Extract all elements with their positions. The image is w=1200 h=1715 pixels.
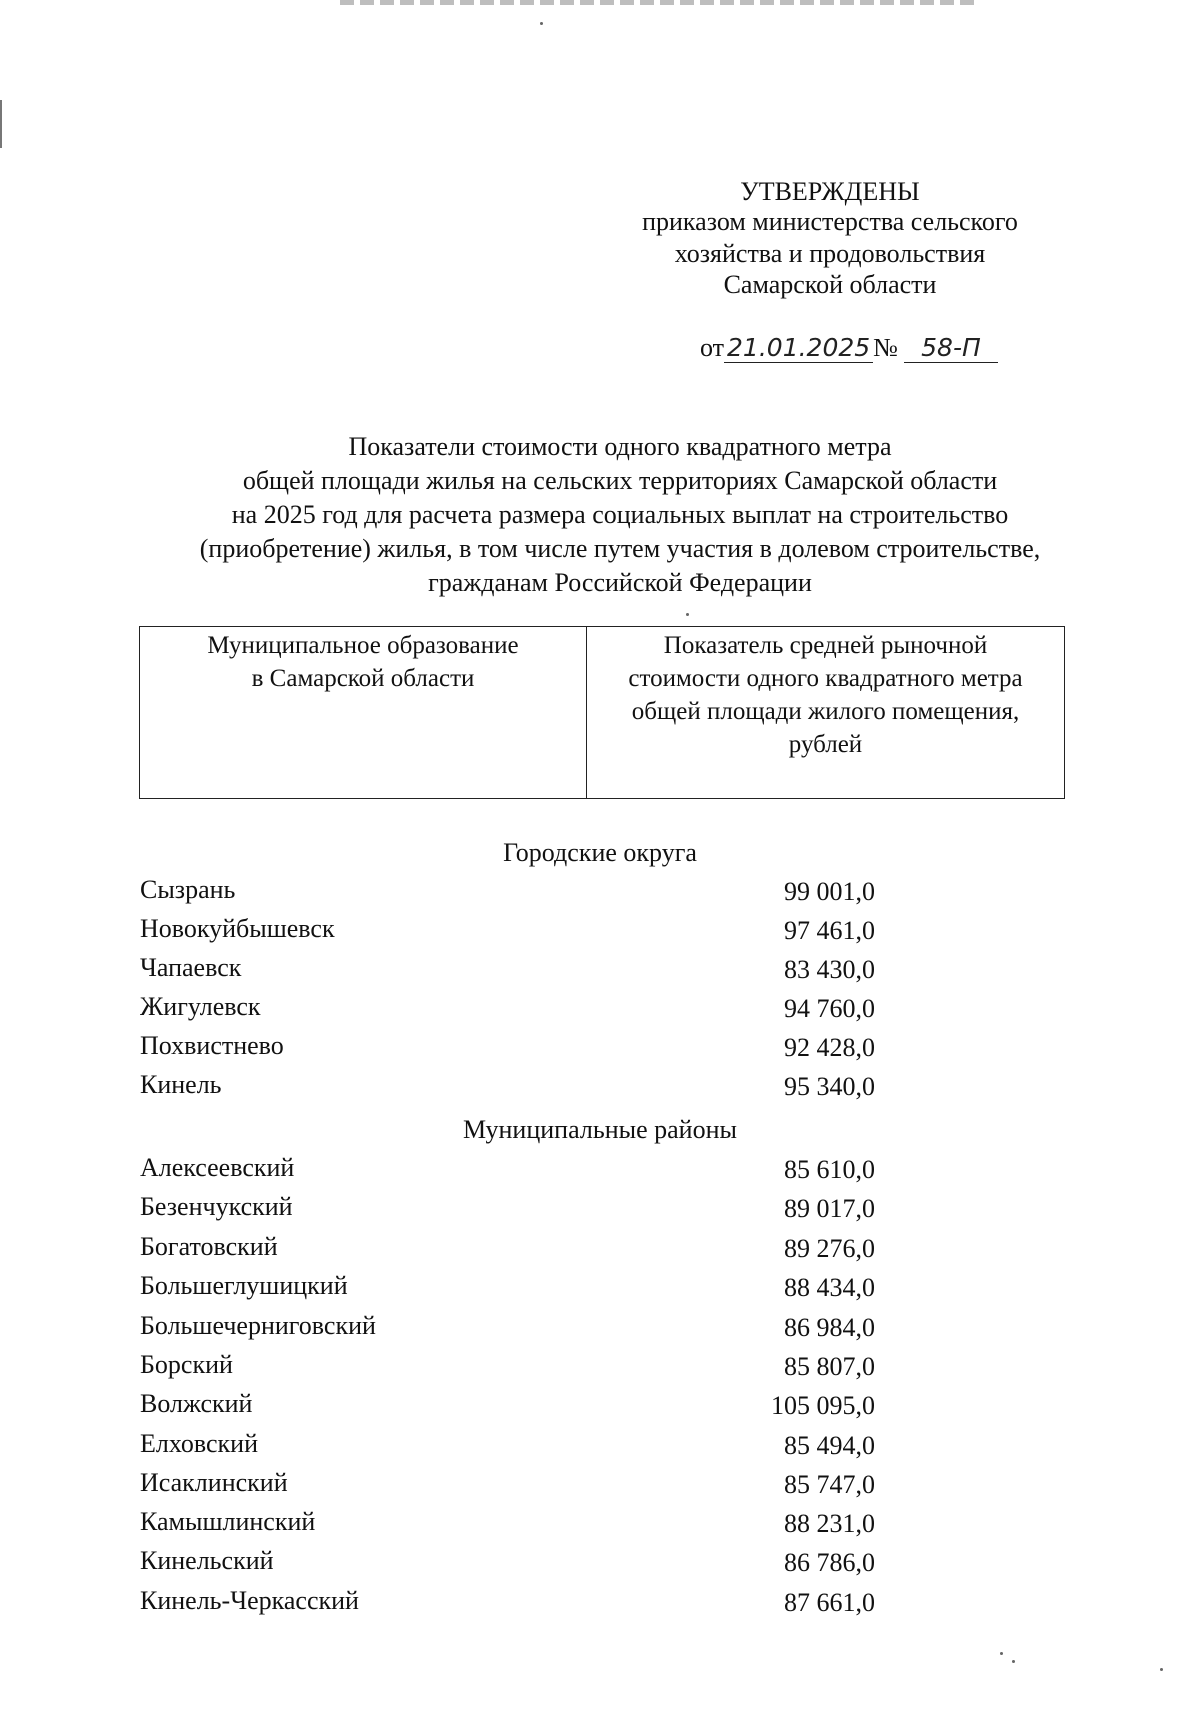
document-title-line-4: (приобретение) жилья, в том числе путем участия в долевом строительстве, — [199, 534, 1041, 563]
table-row — [140, 1232, 900, 1268]
table-row — [140, 1311, 900, 1347]
table-row — [140, 914, 900, 950]
row-name: Чапаевск — [140, 953, 242, 982]
row-value: 89 017,0 — [784, 1194, 875, 1223]
scan-artifact-left — [0, 100, 2, 148]
table-row — [140, 1031, 900, 1067]
order-date: 21.01.2025 — [724, 333, 873, 363]
row-value: 85 610,0 — [784, 1155, 875, 1184]
row-value: 94 760,0 — [784, 994, 875, 1023]
document-title-line-5: гражданам Российской Федерации — [428, 568, 812, 597]
row-name: Кинель-Черкасский — [140, 1586, 359, 1615]
row-value: 85 807,0 — [784, 1352, 875, 1381]
document-title-line-1: Показатели стоимости одного квадратного метра — [348, 432, 892, 461]
row-value: 86 984,0 — [784, 1313, 875, 1342]
table-row — [140, 1271, 900, 1307]
row-value: 85 747,0 — [784, 1470, 875, 1499]
row-value: 88 434,0 — [784, 1273, 875, 1302]
row-value: 86 786,0 — [784, 1548, 875, 1577]
table-row — [140, 953, 900, 989]
table-row — [140, 1429, 900, 1465]
row-name: Жигулевск — [140, 992, 261, 1021]
row-value: 87 661,0 — [784, 1588, 875, 1617]
document-title — [120, 430, 1120, 600]
row-name: Сызрань — [140, 875, 236, 904]
table-row — [140, 1389, 900, 1425]
row-value: 105 095,0 — [771, 1391, 875, 1420]
header-col1-line-1: Муниципальное образование — [207, 632, 519, 659]
row-name: Кинель — [140, 1070, 222, 1099]
table-row — [140, 1070, 900, 1106]
header-table — [139, 626, 1065, 799]
table-row — [140, 1546, 900, 1582]
approval-line-1: приказом министерства сельского — [642, 207, 1018, 236]
scan-speck — [1000, 1652, 1003, 1655]
scan-speck — [1012, 1660, 1015, 1663]
header-column-municipality — [140, 627, 587, 799]
section-title-urban: Городские округа — [503, 838, 697, 867]
row-value: 85 494,0 — [784, 1431, 875, 1460]
header-column-price — [587, 627, 1065, 799]
scan-speck — [686, 613, 689, 616]
row-name: Большеглушицкий — [140, 1271, 348, 1300]
row-name: Богатовский — [140, 1232, 278, 1261]
row-value: 92 428,0 — [784, 1033, 875, 1062]
row-name: Борский — [140, 1350, 233, 1379]
order-reference — [700, 333, 998, 363]
approval-line-2: хозяйства и продовольствия — [674, 239, 986, 268]
row-value: 97 461,0 — [784, 916, 875, 945]
row-name: Камышлинский — [140, 1507, 316, 1536]
row-name: Безенчукский — [140, 1192, 293, 1221]
document-title-line-2: общей площади жилья на сельских территориях Самарской области — [242, 466, 998, 495]
row-value: 83 430,0 — [784, 955, 875, 984]
approval-line-3: Самарской области — [723, 270, 937, 299]
row-name: Кинельский — [140, 1546, 274, 1575]
header-col2-line-2: стоимости одного квадратного метра — [628, 665, 1023, 692]
scan-speck — [540, 22, 543, 25]
row-value: 89 276,0 — [784, 1234, 875, 1263]
header-col1-line-2: в Самарской области — [251, 665, 475, 692]
table-row — [140, 1586, 900, 1622]
table-row — [140, 992, 900, 1028]
row-name: Волжский — [140, 1389, 253, 1418]
row-name: Новокуйбышевск — [140, 914, 335, 943]
order-number: 58-П — [904, 333, 998, 363]
table-row — [140, 1507, 900, 1543]
document-title-line-3: на 2025 год для расчета размера социальных выплат на строительство — [231, 500, 1009, 529]
header-col2-line-1: Показатель средней рыночной — [663, 632, 988, 659]
section-title-municipal: Муниципальные районы — [463, 1115, 737, 1144]
approval-title: УТВЕРЖДЕНЫ — [740, 177, 920, 206]
row-name: Исаклинский — [140, 1468, 288, 1497]
number-prefix: № — [873, 333, 898, 362]
row-value: 99 001,0 — [784, 877, 875, 906]
row-name: Алексеевский — [140, 1153, 295, 1182]
header-col2-line-3: общей площади жилого помещения, — [631, 698, 1020, 725]
table-row — [140, 1153, 900, 1189]
table-row — [140, 1192, 900, 1228]
table-row — [140, 875, 900, 911]
table-row — [140, 1350, 900, 1386]
scan-speck — [1160, 1668, 1163, 1671]
row-name: Большечерниговский — [140, 1311, 376, 1340]
date-prefix: от — [700, 333, 725, 362]
row-name: Похвистнево — [140, 1031, 284, 1060]
scan-artifact-top — [340, 0, 980, 5]
table-row — [140, 1468, 900, 1504]
row-value: 88 231,0 — [784, 1509, 875, 1538]
row-value: 95 340,0 — [784, 1072, 875, 1101]
header-col2-line-4: рублей — [788, 731, 863, 758]
row-name: Елховский — [140, 1429, 258, 1458]
